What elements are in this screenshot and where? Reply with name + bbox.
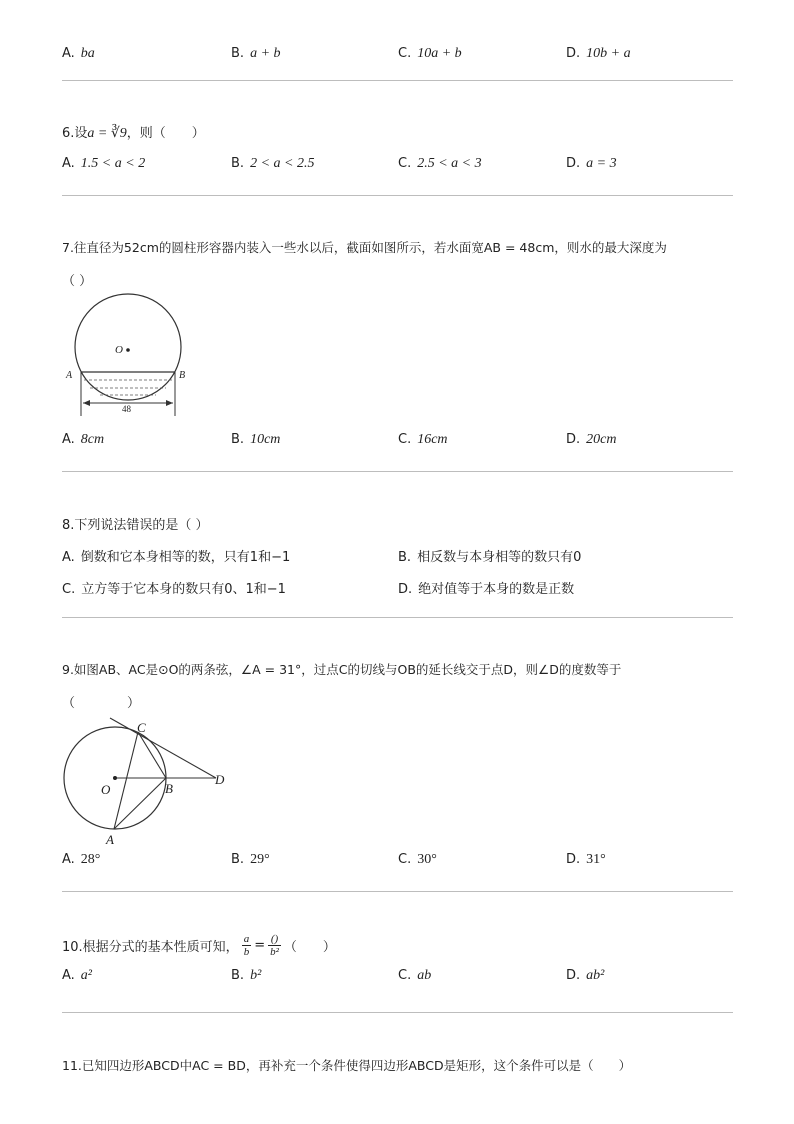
- q8-option-c: C. 立方等于它本身的数只有0、1和−1: [62, 582, 286, 597]
- q7-stem-line1: 7.往直径为52cm的圆柱形容器内装入一些水以后，截面如图所示，若水面宽AB = 48cm，则水的最大深度为: [62, 240, 667, 255]
- q6-option-a: A. 1.5 < a < 2: [62, 156, 146, 171]
- q9-label-o: O: [101, 782, 111, 797]
- q9-label-b: B: [165, 781, 173, 796]
- q9-option-a: A. 28°: [62, 852, 101, 867]
- q6-stem: 6.设a = ∛9，则（ ）: [62, 126, 205, 141]
- divider: [62, 891, 733, 892]
- q9-chord-ab: [114, 778, 166, 829]
- q11-stem: 11.已知四边形ABCD中AC = BD，再补充一个条件使得四边形ABCD是矩形，这个条件可以是（ ）: [62, 1058, 632, 1073]
- divider: [62, 80, 733, 81]
- q7-option-d: D. 20cm: [566, 432, 617, 447]
- q9-label-d: D: [215, 772, 225, 787]
- q6-option-b: B. 2 < a < 2.5: [231, 156, 315, 171]
- q5-option-a: A. ba: [62, 46, 95, 61]
- q5-option-c: C. 10a + b: [398, 46, 462, 61]
- q9-option-c: C. 30°: [398, 852, 437, 867]
- q7-arrow-right-icon: [166, 400, 173, 406]
- divider: [62, 617, 733, 618]
- q9-tangent-cd: [110, 718, 216, 778]
- q7-figure: [60, 290, 200, 420]
- q7-option-b: B. 10cm: [231, 432, 281, 447]
- q8-option-a: A. 倒数和它本身相等的数，只有1和−1: [62, 550, 291, 565]
- q7-arrow-left-icon: [83, 400, 90, 406]
- q10-stem: 10.根据分式的基本性质可知， $\frac{a}{b}$ = $\frac{()}{\text{b²}}$ （ ）: [62, 932, 336, 958]
- q9-center-point: [113, 776, 117, 780]
- q7-option-a: A. 8cm: [62, 432, 105, 447]
- q9-label-c: C: [137, 720, 146, 735]
- q9-option-b: B. 29°: [231, 852, 270, 867]
- q9-stem-line2: （ ）: [62, 696, 141, 711]
- q7-label-b: B: [179, 370, 186, 381]
- q10-option-d: D. ab²: [566, 968, 605, 983]
- q9-option-d: D. 31°: [566, 852, 606, 867]
- divider: [62, 1012, 733, 1013]
- q10-option-c: C. ab: [398, 968, 432, 983]
- q10-fraction-left: $\frac{a}{b}$: [243, 932, 250, 958]
- divider: [62, 471, 733, 472]
- q10-option-b: B. b²: [231, 968, 262, 983]
- q9-stem-line1: 9.如图AB、AC是⊙O的两条弦，∠A = 31°，过点C的切线与OB的延长线交于点D，则∠D的度数等于: [62, 662, 622, 677]
- q9-chord-ac: [114, 732, 138, 829]
- q6-option-d: D. a = 3: [566, 156, 617, 171]
- q7-label-width: 48: [122, 404, 131, 414]
- q7-circle: [75, 294, 181, 400]
- q7-center-point: [126, 348, 130, 352]
- q7-label-a: A: [66, 370, 73, 381]
- q5-option-b: B. a + b: [231, 46, 281, 61]
- q9-figure: [56, 712, 236, 848]
- divider: [62, 195, 733, 196]
- q8-option-b: B. 相反数与本身相等的数只有0: [398, 550, 582, 565]
- q10-option-a: A. a²: [62, 968, 92, 983]
- q5-option-d: D. 10b + a: [566, 46, 631, 61]
- q7-label-o: O: [115, 344, 123, 356]
- q6-option-c: C. 2.5 < a < 3: [398, 156, 482, 171]
- q9-label-a: A: [106, 832, 114, 847]
- q8-option-d: D. 绝对值等于本身的数是正数: [398, 582, 575, 597]
- q8-stem: 8.下列说法错误的是（ ）: [62, 518, 209, 533]
- q9-chord-cb: [138, 732, 166, 778]
- q7-option-c: C. 16cm: [398, 432, 448, 447]
- q7-stem-line2: （ ）: [62, 274, 93, 289]
- q10-fraction-right: $\frac{()}{\text{b²}}$: [270, 932, 279, 958]
